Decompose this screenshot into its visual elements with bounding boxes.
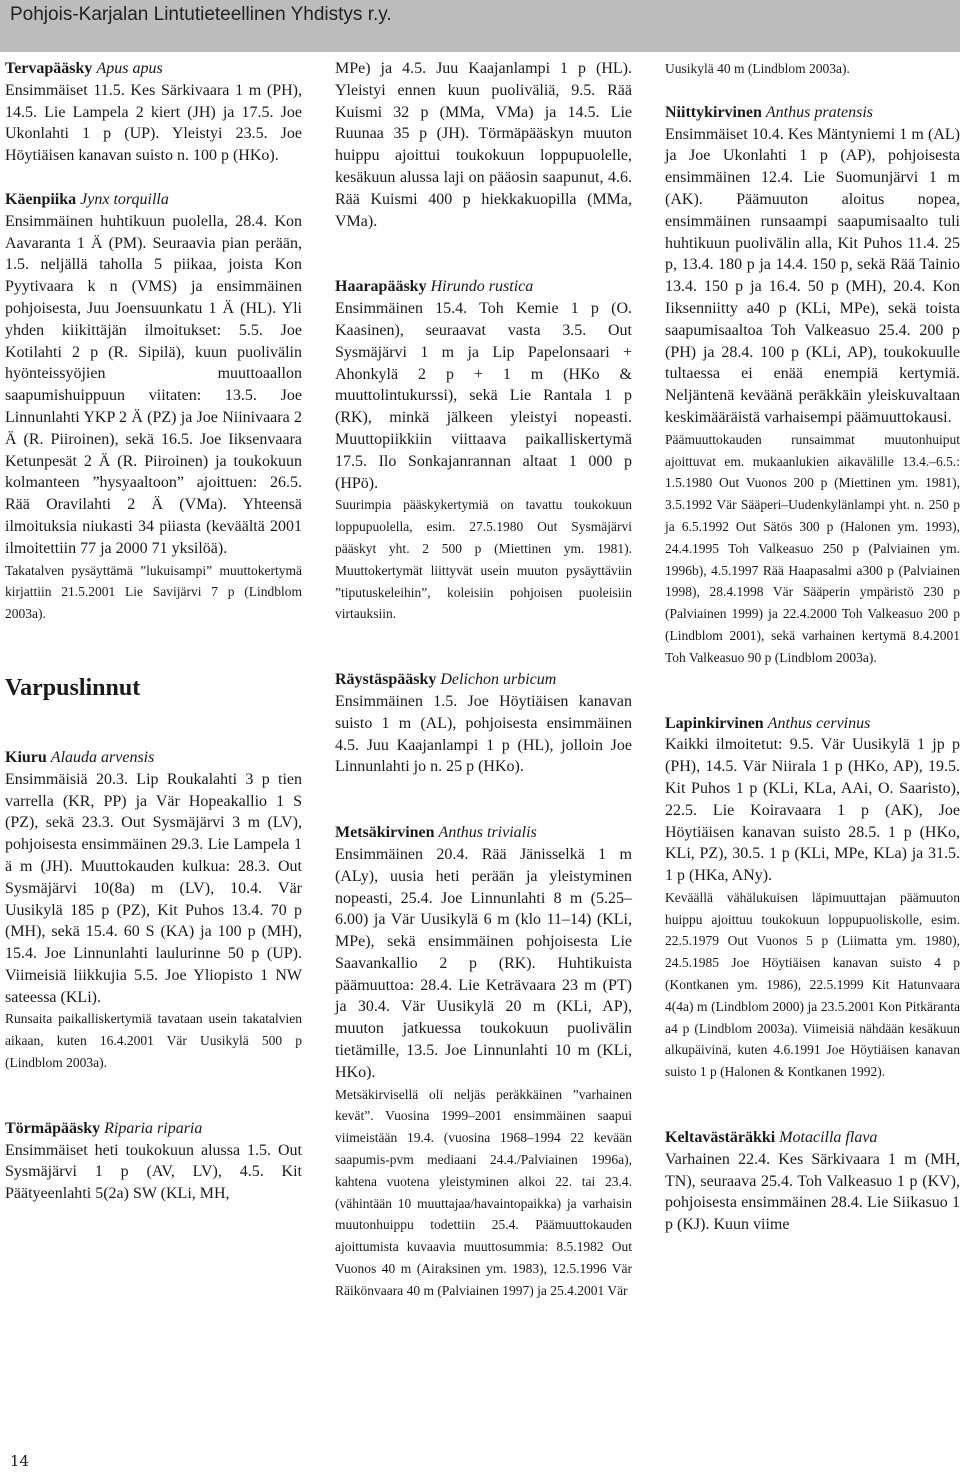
entry-note: Keväällä vähälukuisen läpimuuttajan päämuuton huippu ajoittuu toukokuun loppupuoliskolle, esim. 22.5.1979 Out Vuonos 5 p (Liimatta ym. 1980), 24.5.1985 Joe Höytiäisen kanavan suisto 4 p (Kontkanen ym. 1986), 22.5.1999 Kit Hatunvaara 4(4a) m (Lindblom 2000) ja 23.5.2001 Kon Pitkäranta a4 p (Lindblom 2003a). Viimeisiä nähdään kesäkuun alkupäivinä, kuten 4.6.1991 Joe Höytiäisen kanavan suisto 1 p (Halonen & Kontkanen 1992). bbox=[665, 889, 960, 1080]
species-sci: Motacilla flava bbox=[779, 1129, 878, 1147]
entry-text: Ensimmäiset 11.5. Kes Särkivaara 1 m (PH), 14.5. Lie Lampela 2 kiert (JH) ja 17.5. Joe Ukonlahti 1 p (UP). Yleistyi 23.5. Joe Höytiäisen kanavan suisto n. 100 p (HKo). bbox=[5, 81, 302, 165]
species-name: Räystäspääsky bbox=[335, 671, 437, 689]
page-number: 14 bbox=[10, 1452, 30, 1470]
entry-metsakirvinen bbox=[335, 822, 632, 1302]
entry-text: Ensimmäinen 1.5. Joe Höytiäisen kanavan suisto 1 m (AL), pohjoisesta ensimmäinen 4.5. Juu Kaajanlampi 1 p (HL), jolloin Joe Linnunlahti jo n. 25 p (HKo). bbox=[335, 692, 632, 776]
species-name: Kiuru bbox=[5, 748, 47, 766]
entry-tervapaasky bbox=[5, 58, 302, 167]
species-sci: Jynx torquilla bbox=[80, 190, 169, 208]
section-title: Varpuslinnut bbox=[5, 674, 141, 701]
species-name: Törmäpääsky bbox=[5, 1119, 101, 1137]
column-3 bbox=[665, 58, 960, 1236]
species-name: Tervapääsky bbox=[5, 60, 93, 77]
entry-raystaspaasky bbox=[335, 669, 632, 778]
entry-niittykirvinen bbox=[665, 102, 960, 669]
entry-note: Päämuuttokauden runsaimmat muutonhuiput ajoittuvat em. mukaanlukien aikavälille 13.4.–6.5.: 1.5.1980 Out Vuonos 200 p (Miettinen ym. 1981), 3.5.1992 Vär Sääperi–Uudenkylänlampi yht. n. 250 p ja 6.5.1992 Out Sätös 300 p (Halonen ym. 1993), 24.4.1995 Toh Valkeasuo 250 p (Palviainen ym. 1996b), 4.5.1997 Rää Haapasalmi a300 p (Palviainen 1998), 28.4.1998 Vär Sääperin ympäristö 230 p (Palviainen 1999) ja 22.4.2000 Toh Valkeasuo 200 p (Lindblom 2001), sekä varhainen kertymä 8.4.2001 Toh Valkeasuo 90 p (Lindblom 2003a). bbox=[665, 431, 960, 665]
entry-keltavastarakki bbox=[665, 1127, 960, 1236]
species-name: Niittykirvinen bbox=[665, 103, 762, 121]
entry-text: MPe) ja 4.5. Juu Kaajanlampi 1 p (HL). Yleistyi ennen kuun puoliväliä, 9.5. Rää Kuismi 32 p (MMa, VMa) ja 14.5. Lie Ruunaa 35 p (JH). Törmäpääskyn muuton huippu ajoittui toukokuun loppupuolelle, kesäkuun alussa laji on pääosin saapunut, 4.6. Rää Kuismi 400 p hiekkakuopilla (MMa, VMa). bbox=[335, 60, 632, 230]
entry-note-continuation: Uusikylä 40 m (Lindblom 2003a). bbox=[665, 61, 850, 76]
entry-text: Ensimmäinen 20.4. Rää Jänisselkä 1 m (ALy), uusia heti perään ja yleistyminen nopeasti, 25.4. Joe Linnunlahti 8 m (5.25–6.00) ja Vär Uusikylä 6 m (klo 11–14) (KLi, MPe), sekä ensimmäinen pohjoisesta Lie Saavankallio 2 p (RK). Huhtikuista päämuuttoa: 28.4. Lie Keträvaara 23 m (PT) ja 30.4. Vär Uusikylä 20 m (KLi, AP), muuton jatkuessa toukokuun puolivälin tietämille, 13.5. Joe Linnunlahti 10 m (KLi, HKo). bbox=[335, 845, 632, 1081]
entry-note: Metsäkirvisellä oli neljäs peräkkäinen ”varhainen kevät”. Vuosina 1999–2001 ensimmäinen saapui viimeistään 19.4. (vuosina 1968–1994 22 kevään saapumis-pvm mediaani 24.4./Palviainen 1996a), kahtena vuotena yleistyminen alkoi 22. tai 23.4. (vähintään 10 muuttajaa/havaintopaikka) ja varhaisin muutonhuippu todettiin 25.4. Päämuuttokauden ajoittumista kuvaavia muuttosummia: 8.5.1982 Out Vuonos 40 m (Airaksinen ym. 1983), 12.5.1996 Vär Räikönvaara 40 m (Palviainen 1997) ja 25.4.2001 Vär bbox=[335, 1086, 632, 1298]
species-name: Haarapääsky bbox=[335, 278, 427, 296]
entry-kiuru bbox=[5, 747, 302, 1074]
entry-text: Kaikki ilmoitetut: 9.5. Vär Uusikylä 1 jp p (PH), 14.5. Vär Niirala 1 p (HKo, AP), 19.5. Kit Puhos 1 p (KLi, KLa, AAi, O. Saaristo), 22.5. Lie Koiravaara 1 p (AK), Joe Höytiäisen kanavan suisto 28.5. 1 p (HKo, KLi, PZ), 30.5. 1 p (KLi, MPe, KLa) ja 31.5. 1 p (HKa, ANy). bbox=[665, 736, 960, 885]
entry-text: Ensimmäiset heti toukokuun alussa 1.5. Out Sysmäjärvi 1 p (AV, LV), 4.5. Kit Päätyeenlahti 5(2a) SW (KLi, MH, bbox=[5, 1141, 302, 1203]
entry-note: Takatalven pysäyttämä ”lukuisampi” muuttokertymä kirjattiin 21.5.2001 Lie Savijärvi 7 p (Lindblom 2003a). bbox=[5, 562, 302, 622]
entry-haarapaasky bbox=[335, 276, 632, 625]
species-name: Käenpiika bbox=[5, 190, 77, 208]
species-sci: Riparia riparia bbox=[104, 1119, 203, 1137]
species-name: Keltavästäräkki bbox=[665, 1129, 776, 1147]
running-header: Pohjois-Karjalan Lintutieteellinen Yhdistys r.y. bbox=[10, 4, 392, 25]
entry-tormapaasky bbox=[5, 1118, 302, 1205]
entry-note: Runsaita paikalliskertymiä tavataan usein takatalvien aikaan, kuten 16.4.2001 Vär Uusikylä 500 p (Lindblom 2003a). bbox=[5, 1011, 302, 1071]
species-sci: Apus apus bbox=[96, 60, 163, 77]
entry-text: Ensimmäiset 10.4. Kes Mäntyniemi 1 m (AL) ja Joe Ukonlahti 1 p (AP), pohjoisesta ensimmäinen 12.4. Lie Suomunjärvi 1 m (AK). Päämuuton aloitus nopea, ensimmäinen runsaampi saapumisaalto tuli huhtikuun puolivälin alla, Kit Puhos 11.4. 25 p, 13.4. 180 p ja 14.4. 150 p, sekä Rää Tainio 13.4. 150 p ja 16.4. 50 p (MH), 20.4. Kon Iiksenniitty a40 p (KLi, MPe), sekä toista saapumisaaltoa Toh Valkeasuo 25.4. 200 p (PH) ja 28.4. 100 p (KLi, AP), toukokuulle tultaessa ei enää enempiä kertymiä. Neljäntenä keväänä peräkkäin yleiskuvaltaan keskimääräistä varhaisempi päämuuttokausi. bbox=[665, 125, 960, 426]
species-name: Lapinkirvinen bbox=[665, 714, 764, 732]
species-sci: Hirundo rustica bbox=[430, 278, 534, 296]
column-1 bbox=[5, 58, 302, 1205]
entry-continuation bbox=[335, 58, 632, 232]
entry-text: Ensimmäinen huhtikuun puolella, 28.4. Kon Aavaranta 1 Ä (PM). Seuraavia pian perään, 1.5. neljällä taholla 5 piikaa, joista Kon Pyytivaara k n (VMS) ja ensimmäinen pohjoisesta, Juu Joensuunkatu 1 Ä (HL). Yli yhden kiikittäjän ilmoitukset: 5.5. Joe Kotilahti 2 p (R. Sipilä), kuun puolivälin hyönteissyöjien muuttoaallon saapumishuippuun viitaten: 13.5. Joe Linnunlahti YKP 2 Ä (PZ) ja Joe Niinivaara 2 Ä (R. Piiroinen), sekä 16.5. Joe Iiksenvaara Ketunpesät 2 Ä (R. Piiroinen) ja toukokuun kolmanteen ”hysyaaltoon” ajoittuen: 26.5. Rää Oravilahti 2 Ä (VMa). Yhteensä ilmoituksia niukasti 34 piiasta (keväältä 2001 ilmoitettiin 77 ja 2000 71 yksilöä). bbox=[5, 212, 302, 557]
entry-text: Ensimmäisiä 20.3. Lip Roukalahti 3 p tien varrella (KR, PP) ja Vär Hopeakallio 1 S (PZ), sekä 23.3. Out Sysmäjärvi 3 m (LV), pohjoisesta ensimmäinen 29.3. Lie Lampela 1 ä m (JH). Muuttokauden kulkua: 28.3. Out Sysmäjärvi 10(8a) m (LV), 10.4. Vär Uusikylä 185 p (PZ), Kit Puhos 13.4. 70 p (MH), sekä 15.4. 60 S (KA) ja 100 p (MH), 15.4. Joe Linnunlahti laulurinne 50 p (UP). Viimeisiä liikkujia 5.5. Joe Yliopisto 1 NW sateessa (KLi). bbox=[5, 770, 302, 1006]
entry-note: Suurimpia pääskykertymiä on tavattu toukokuun loppupuolella, esim. 27.5.1980 Out Sysmäjärvi pääskyt yht. 2 500 p (Miettinen ym. 1981). Muuttokertymät liittyvät usein muuton pysäyttäviin ”tiputuskeleihin”, koleisiin pohjoisen puoleisiin virtauksiin. bbox=[335, 497, 632, 622]
species-name: Metsäkirvinen bbox=[335, 824, 435, 842]
species-sci: Alauda arvensis bbox=[50, 748, 155, 766]
species-sci: Anthus pratensis bbox=[765, 103, 874, 121]
entry-kaenpiika bbox=[5, 189, 302, 625]
column-2 bbox=[335, 58, 632, 1302]
species-sci: Anthus trivialis bbox=[438, 824, 537, 842]
species-sci: Anthus cervinus bbox=[767, 714, 871, 732]
species-sci: Delichon urbicum bbox=[440, 671, 557, 689]
entry-lapinkirvinen bbox=[665, 713, 960, 1084]
entry-text: Varhainen 22.4. Kes Särkivaara 1 m (MH, TN), seuraava 25.4. Toh Valkeasuo 1 p (KV), pohjoisesta ensimmäinen 28.4. Lie Siikasuo 1 p (KJ). Kuun viime bbox=[665, 1150, 960, 1234]
entry-text: Ensimmäinen 15.4. Toh Kemie 1 p (O. Kaasinen), seuraavat vasta 3.5. Out Sysmäjärvi 1 m ja Lip Papelonsaari + Ahonkylä 2 p + 1 m (HKo & muuttolintukurssi), sekä Lie Rantala 1 p (RK), minkä jälkeen yleistyi nopeasti. Muuttopiikkiin viittaava paikalliskertymä 17.5. Ilo Sonkajanrannan altaat 1 000 p (HPö). bbox=[335, 300, 632, 492]
